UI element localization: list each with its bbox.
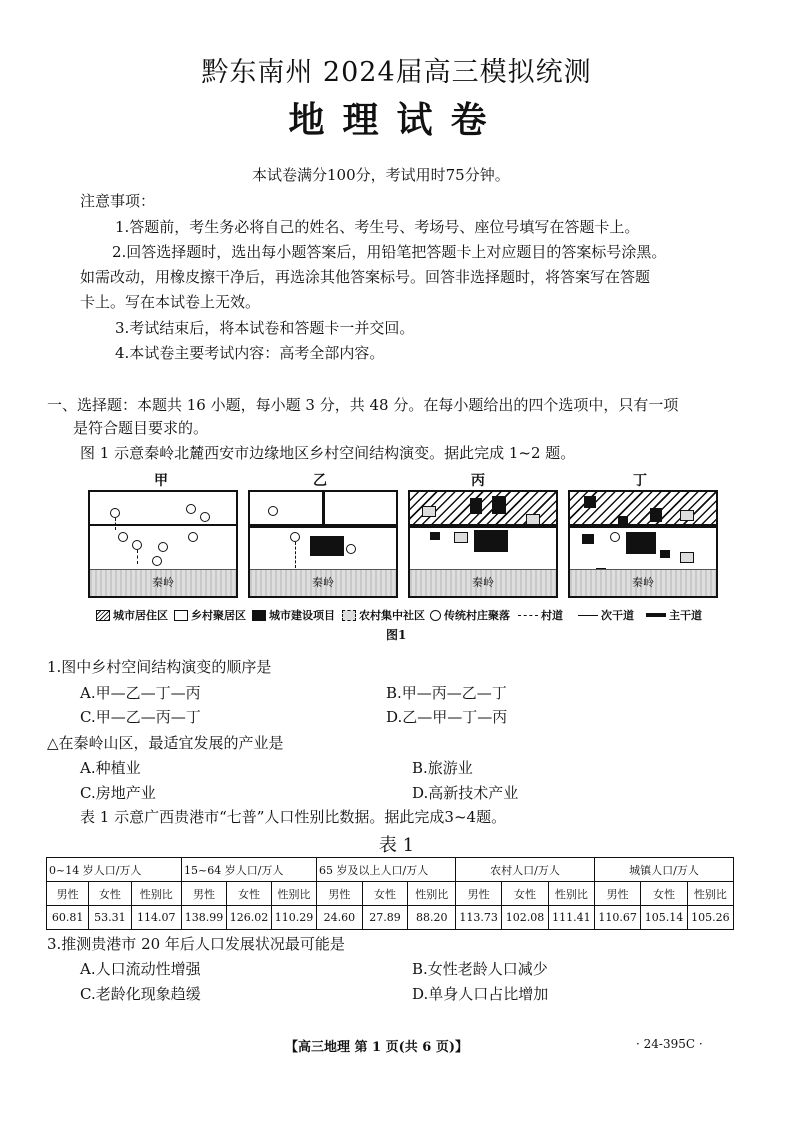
table-row	[47, 906, 734, 930]
page-footer: 【高三地理 第 1 页(共 6 页)】	[285, 1040, 469, 1055]
legend-rural-community	[342, 607, 425, 623]
village-icon	[118, 532, 128, 542]
rural-community	[454, 532, 468, 543]
table-subheader: 性别比	[272, 882, 317, 906]
legend-village-road	[518, 607, 563, 623]
q2-option-b[interactable]: B.旅游业	[412, 759, 473, 777]
qinling-strip: 秦岭	[250, 569, 396, 596]
q3-option-c[interactable]: C.老龄化现象趋缓	[80, 985, 201, 1003]
notice-2a: 2.回答选择题时，选出每小题答案后，用铅笔把答题卡上对应题目的答案标号涂黑。	[112, 243, 667, 261]
notice-2c: 卡上。写在本试卷上无效。	[80, 293, 261, 311]
table-subheader: 性别比	[548, 882, 594, 906]
figure-caption: 图1	[386, 628, 407, 642]
empty-swatch-icon	[174, 610, 188, 621]
table-cell: 60.81	[47, 906, 89, 930]
legend-main-road	[646, 607, 702, 623]
q2-stem: △在秦岭山区，最适宜发展的产业是	[47, 734, 284, 752]
notice-4: 4.本试卷主要考试内容：高考全部内容。	[115, 344, 385, 362]
table-subheader: 男性	[182, 882, 227, 906]
thin-line-icon	[578, 615, 598, 616]
q1-option-c[interactable]: C.甲—乙—丙—丁	[80, 708, 201, 726]
q1-option-a[interactable]: A.甲—乙—丁—丙	[80, 684, 201, 702]
village-icon	[610, 532, 620, 542]
table-cell: 126.02	[227, 906, 272, 930]
village-icon	[200, 512, 210, 522]
table-subheader: 性别比	[687, 882, 733, 906]
legend-urban-residential	[96, 607, 168, 623]
village-icon	[346, 544, 356, 554]
village-icon	[132, 540, 142, 550]
secondary-road	[90, 524, 236, 526]
qinling-strip: 秦岭	[90, 569, 236, 596]
table-subheader: 女性	[502, 882, 548, 906]
table-cell: 110.29	[272, 906, 317, 930]
legend-label: 农村集中社区	[359, 609, 425, 622]
legend-construction	[252, 607, 335, 623]
construction-project	[618, 516, 628, 524]
main-road	[250, 524, 396, 528]
legend-label: 城市建设项目	[269, 609, 335, 622]
legend-rural-settlement	[174, 607, 246, 623]
construction-project	[430, 532, 440, 540]
panel-label-bing: 丙	[471, 473, 485, 489]
panel-label-ding: 丁	[633, 473, 647, 489]
table-header-row	[47, 858, 734, 882]
construction-project	[626, 532, 656, 554]
village-icon	[188, 532, 198, 542]
q2-option-d[interactable]: D.高新技术产业	[412, 784, 519, 802]
qinling-strip: 秦岭	[570, 569, 716, 596]
main-road	[570, 524, 716, 528]
panel-yi	[248, 490, 398, 598]
rural-community	[422, 506, 436, 517]
table-subheader: 男性	[456, 882, 502, 906]
q3-option-d[interactable]: D.单身人口占比增加	[412, 985, 549, 1003]
table-group-header: 0~14 岁人口/万人	[47, 858, 182, 882]
section-heading: 一、选择题：本题共 16 小题，每小题 3 分，共 48 分。在每小题给出的四个选项中，只有一项	[47, 396, 679, 414]
q2-option-a[interactable]: A.种植业	[80, 759, 141, 777]
legend-secondary-road	[578, 607, 634, 623]
q1-option-d[interactable]: D.乙—甲—丁—丙	[386, 708, 508, 726]
table-cell: 113.73	[456, 906, 502, 930]
score-note: 本试卷满分100分，考试用时75分钟。	[252, 166, 510, 184]
notice-1: 1.答题前，考生务必将自己的姓名、考生号、考场号、座位号填写在答题卡上。	[115, 218, 640, 236]
table-1	[46, 857, 734, 930]
q3-option-b[interactable]: B.女性老龄人口减少	[412, 960, 548, 978]
construction-project	[310, 536, 344, 556]
rural-community	[680, 510, 694, 521]
panel-jia	[88, 490, 238, 598]
table-cell: 138.99	[182, 906, 227, 930]
table-group-header: 15~64 岁人口/万人	[182, 858, 317, 882]
table-cell: 88.20	[408, 906, 456, 930]
village-road	[295, 542, 296, 568]
construction-project	[660, 550, 670, 558]
black-swatch-icon	[252, 610, 266, 621]
table-subheader: 性别比	[131, 882, 181, 906]
construction-project	[474, 530, 508, 552]
table-subheader-row	[47, 882, 734, 906]
notice-3: 3.考试结束后，将本试卷和答题卡一并交回。	[115, 319, 415, 337]
village-icon	[186, 504, 196, 514]
notice-2b: 如需改动，用橡皮擦干净后，再选涂其他答案标号。回答非选择题时，将答案写在答题	[80, 268, 651, 286]
legend-label: 主干道	[669, 609, 702, 622]
dashed-line-icon	[518, 615, 538, 616]
table-subheader: 性别比	[408, 882, 456, 906]
figure-intro: 图 1 示意秦岭北麓西安市边缘地区乡村空间结构演变。据此完成 1~2 题。	[80, 444, 576, 462]
table-cell: 105.14	[641, 906, 687, 930]
q1-stem: 1.图中乡村空间结构演变的顺序是	[47, 658, 272, 676]
table-subheader: 男性	[47, 882, 89, 906]
table-cell: 111.41	[548, 906, 594, 930]
panel-label-jia: 甲	[154, 473, 168, 489]
table-subheader: 女性	[641, 882, 687, 906]
construction-project	[582, 534, 594, 544]
table-subheader: 女性	[89, 882, 131, 906]
construction-project	[492, 496, 506, 514]
village-icon	[290, 532, 300, 542]
dashed-swatch-icon	[342, 610, 356, 621]
construction-project	[584, 496, 596, 508]
qinling-strip: 秦岭	[410, 569, 556, 596]
village-icon	[110, 508, 120, 518]
rural-community	[680, 552, 694, 563]
legend-label: 村道	[541, 609, 563, 622]
panel-ding	[568, 490, 718, 598]
table-subheader: 女性	[227, 882, 272, 906]
table-intro: 表 1 示意广西贵港市“七普”人口性别比数据。据此完成3~4题。	[80, 808, 507, 826]
construction-project	[470, 498, 482, 514]
legend-label: 次干道	[601, 609, 634, 622]
table-cell: 102.08	[502, 906, 548, 930]
village-icon	[268, 506, 278, 516]
construction-project	[650, 508, 662, 522]
table-cell: 53.31	[89, 906, 131, 930]
table-group-header: 城镇人口/万人	[595, 858, 734, 882]
village-road	[137, 550, 138, 564]
table-caption: 表 1	[378, 835, 415, 856]
legend-label: 传统村庄聚落	[444, 609, 510, 622]
q1-option-b[interactable]: B.甲—丙—乙—丁	[386, 684, 507, 702]
table-cell: 110.67	[595, 906, 641, 930]
village-icon	[158, 542, 168, 552]
secondary-road	[322, 492, 325, 524]
table-cell: 24.60	[317, 906, 363, 930]
table-subheader: 男性	[595, 882, 641, 906]
panel-label-yi: 乙	[313, 473, 327, 489]
q3-stem: 3.推测贵港市 20 年后人口发展状况最可能是	[47, 935, 345, 953]
table-group-header: 农村人口/万人	[456, 858, 595, 882]
table-subheader: 女性	[362, 882, 408, 906]
paper-code: · 24-395C ·	[636, 1037, 703, 1051]
village-road	[115, 518, 116, 530]
table-cell: 27.89	[362, 906, 408, 930]
q3-option-a[interactable]: A.人口流动性增强	[80, 960, 201, 978]
table-cell: 105.26	[687, 906, 733, 930]
table-group-header: 65 岁及以上人口/万人	[317, 858, 456, 882]
table-subheader: 男性	[317, 882, 363, 906]
notice-title: 注意事项：	[80, 192, 156, 210]
panel-bing	[408, 490, 558, 598]
hatch-swatch-icon	[96, 610, 110, 621]
legend-label: 乡村聚居区	[191, 609, 246, 622]
exam-title: 黔东南州 2024届高三模拟统测	[201, 57, 592, 88]
rural-community	[526, 514, 540, 525]
legend-village	[430, 607, 510, 623]
circle-icon	[430, 610, 441, 621]
legend-label: 城市居住区	[113, 609, 168, 622]
q2-option-c[interactable]: C.房地产业	[80, 784, 156, 802]
thick-line-icon	[646, 613, 666, 617]
section-heading-cont: 是符合题目要求的。	[73, 419, 209, 437]
subject-title: 地理试卷	[288, 99, 505, 141]
village-icon	[152, 556, 162, 566]
table-cell: 114.07	[131, 906, 181, 930]
